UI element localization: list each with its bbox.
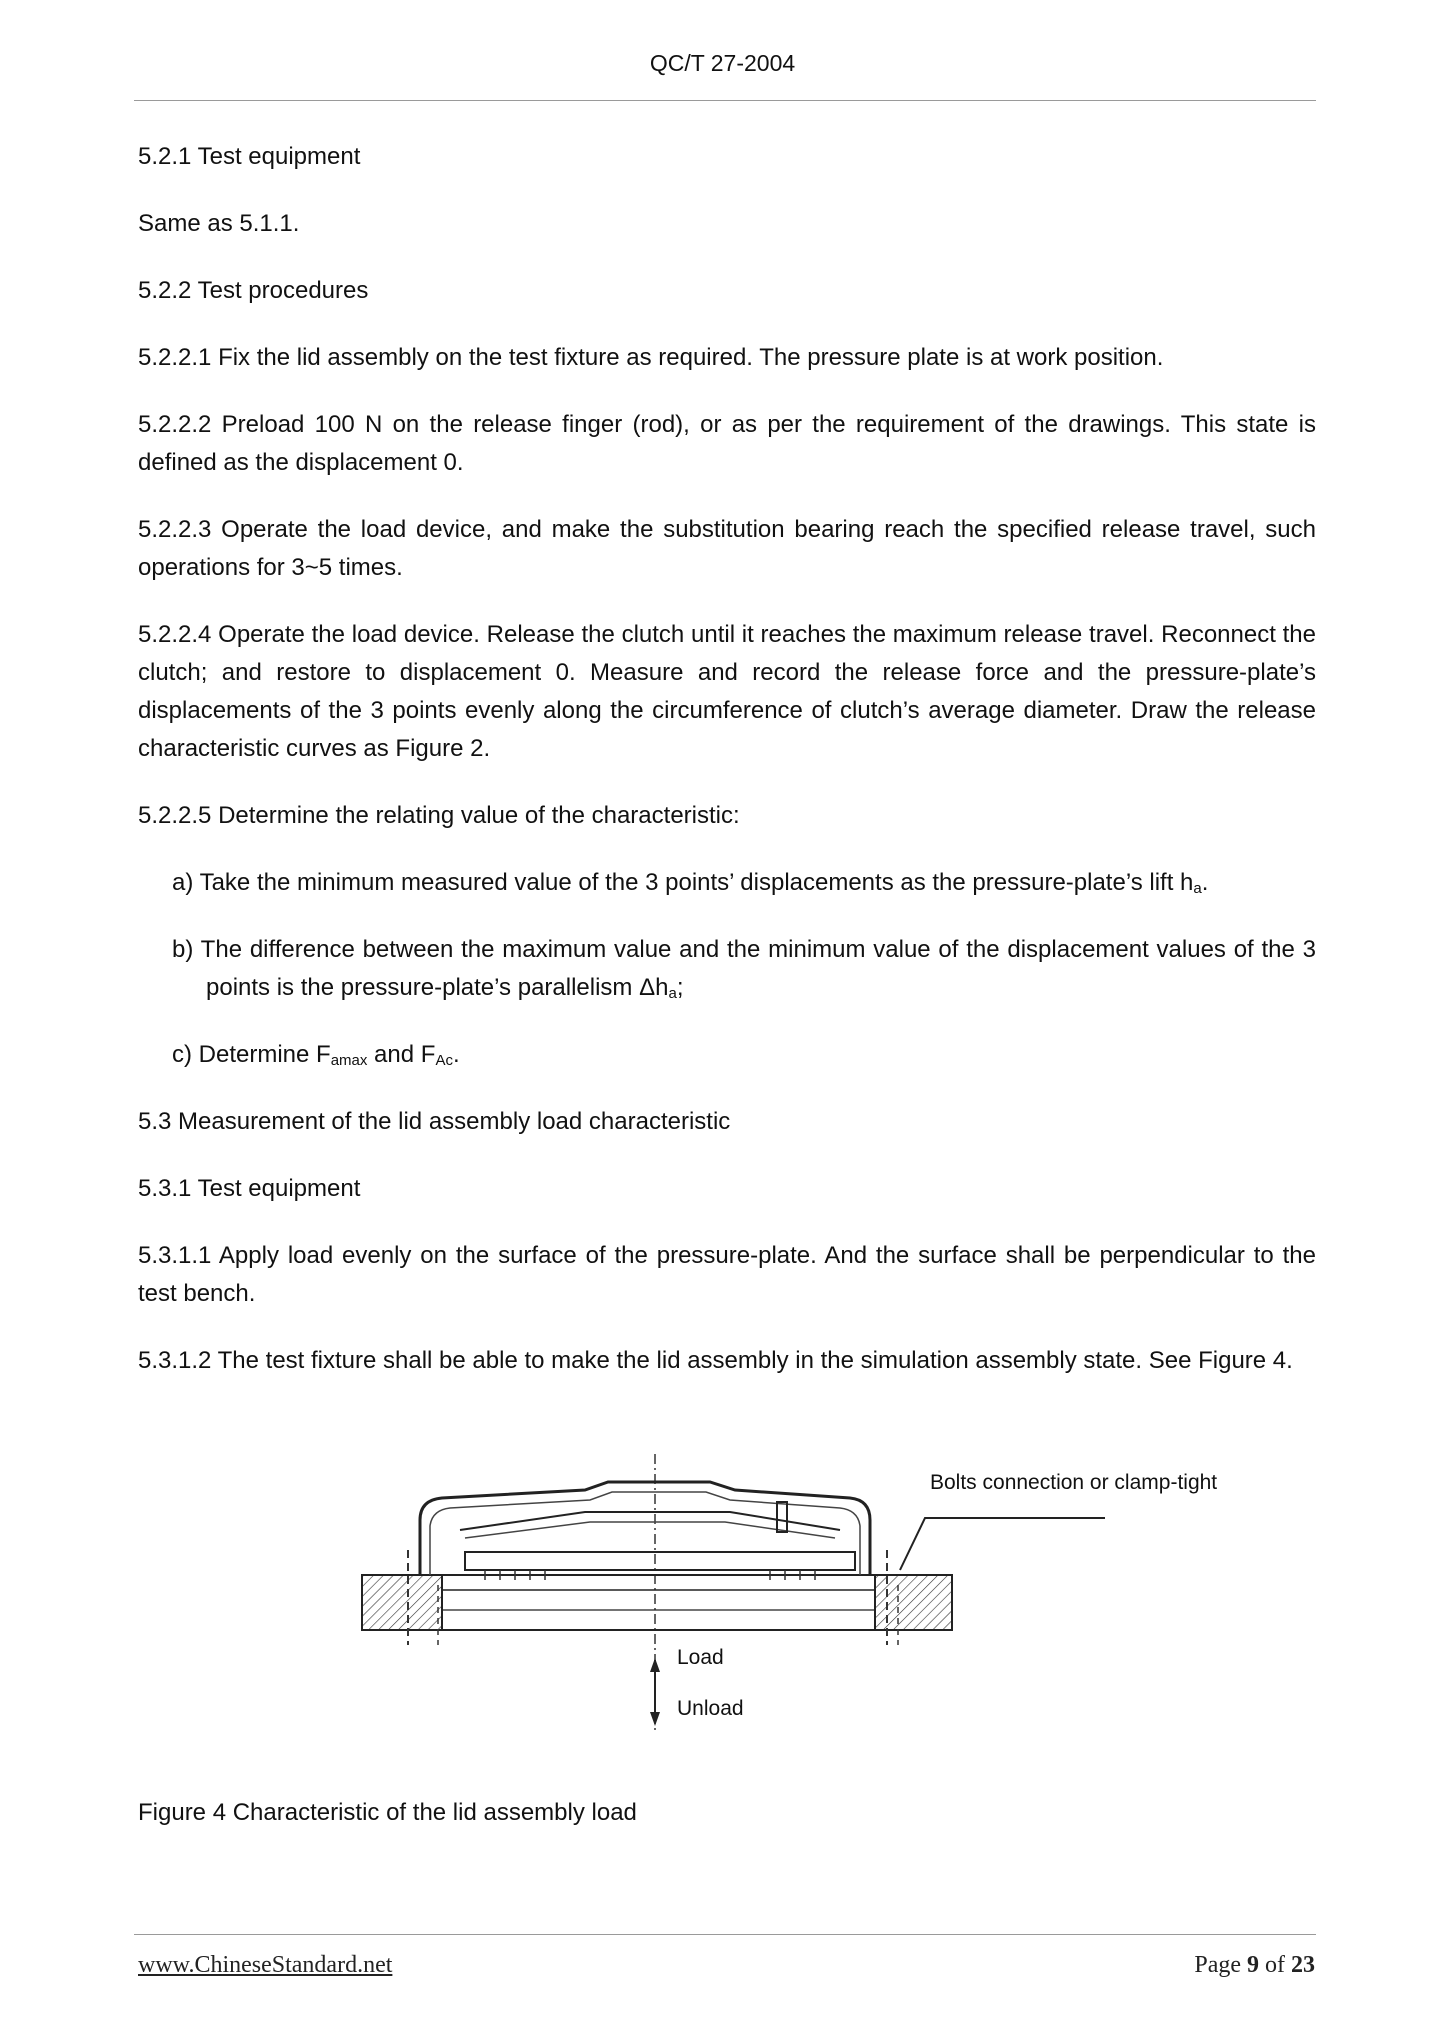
item-a-text: a) Take the minimum measured value of the 3 points’ displacements as the pressure-plate’s lift h: [172, 869, 1194, 896]
page-current: 9: [1247, 1952, 1259, 1978]
item-c-mid: and F: [367, 1041, 436, 1068]
item-a-end: .: [1201, 869, 1209, 896]
paragraph: 5.3.1.1 Apply load evenly on the surface of the pressure-plate. And the surface shall be perpendicular to the test bench.: [138, 1242, 1316, 1307]
footer-website-link[interactable]: www.ChineseStandard.net: [138, 1952, 393, 1978]
base-plate: [362, 1575, 952, 1630]
item-b-text: b) The difference between the maximum value and the minimum value of the displacement values of the 3 points is the pressure-plate’s parallelism Δh: [172, 936, 1316, 1001]
page-total: 23: [1291, 1952, 1315, 1978]
page-prefix: Page: [1194, 1952, 1247, 1978]
list-item-c: [172, 1036, 1316, 1074]
left-flange-hatch: [362, 1575, 442, 1630]
paragraph: 5.2.2.1 Fix the lid assembly on the test fixture as required. The pressure plate is at work position.: [138, 344, 1164, 371]
item-a-subscript: a: [1193, 880, 1202, 897]
page-header-title: QC/T 27-2004: [649, 50, 796, 76]
figure-4: [350, 1440, 1250, 1740]
section-heading: 5.2.1 Test equipment: [138, 143, 361, 170]
rivet: [777, 1502, 787, 1532]
lid-cover: [420, 1482, 870, 1575]
list-item-b: [172, 931, 1316, 1007]
pressure-plate: [465, 1552, 855, 1570]
item-b-end: ;: [676, 974, 684, 1001]
paragraph: 5.2.2.2 Preload 100 N on the release finger (rod), or as per the requirement of the drawings. This state is defined as the displacement 0.: [138, 411, 1316, 476]
section-heading: 5.3 Measurement of the lid assembly load characteristic: [138, 1108, 731, 1135]
section-heading: 5.3.1 Test equipment: [138, 1175, 361, 1202]
item-c-subscript-1: amax: [330, 1052, 368, 1069]
item-b-subscript: a: [668, 985, 677, 1002]
load-label: Load: [677, 1646, 724, 1669]
header-divider: [134, 100, 1316, 101]
section-heading: 5.2.2 Test procedures: [138, 277, 369, 304]
item-c-subscript-2: Ac: [435, 1052, 453, 1069]
unload-label: Unload: [677, 1697, 744, 1720]
paragraph: 5.3.1.2 The test fixture shall be able to make the lid assembly in the simulation assembly state. See Figure 4.: [138, 1347, 1293, 1374]
bolts-leader-line: [900, 1518, 1105, 1570]
diaphragm-spring: [460, 1512, 840, 1530]
document-body: [138, 138, 1316, 1409]
paragraph: Same as 5.1.1.: [138, 210, 300, 237]
page-number: [1194, 1952, 1315, 1979]
paragraph: 5.2.2.4 Operate the load device. Release the clutch until it reaches the maximum release travel. Reconnect the clutch; and restore to displacement 0. Measure and record the release force and the pressure-plate’s displacements of the 3 points evenly along the circumference of clutch’s average diameter. Draw the release characteristic curves as Figure 2.: [138, 621, 1316, 762]
list-item-a: [172, 864, 1316, 902]
page-of: of: [1259, 1952, 1291, 1978]
footer-divider: [134, 1934, 1316, 1935]
bolts-label: Bolts connection or clamp-tight: [930, 1471, 1218, 1494]
paragraph: 5.2.2.3 Operate the load device, and make the substitution bearing reach the specified release travel, such operations for 3~5 times.: [138, 516, 1316, 581]
item-c-pre: c) Determine F: [172, 1041, 331, 1068]
paragraph: 5.2.2.5 Determine the relating value of the characteristic:: [138, 802, 740, 829]
item-c-end: .: [452, 1041, 460, 1068]
figure-caption: Figure 4 Characteristic of the lid assembly load: [138, 1799, 637, 1826]
